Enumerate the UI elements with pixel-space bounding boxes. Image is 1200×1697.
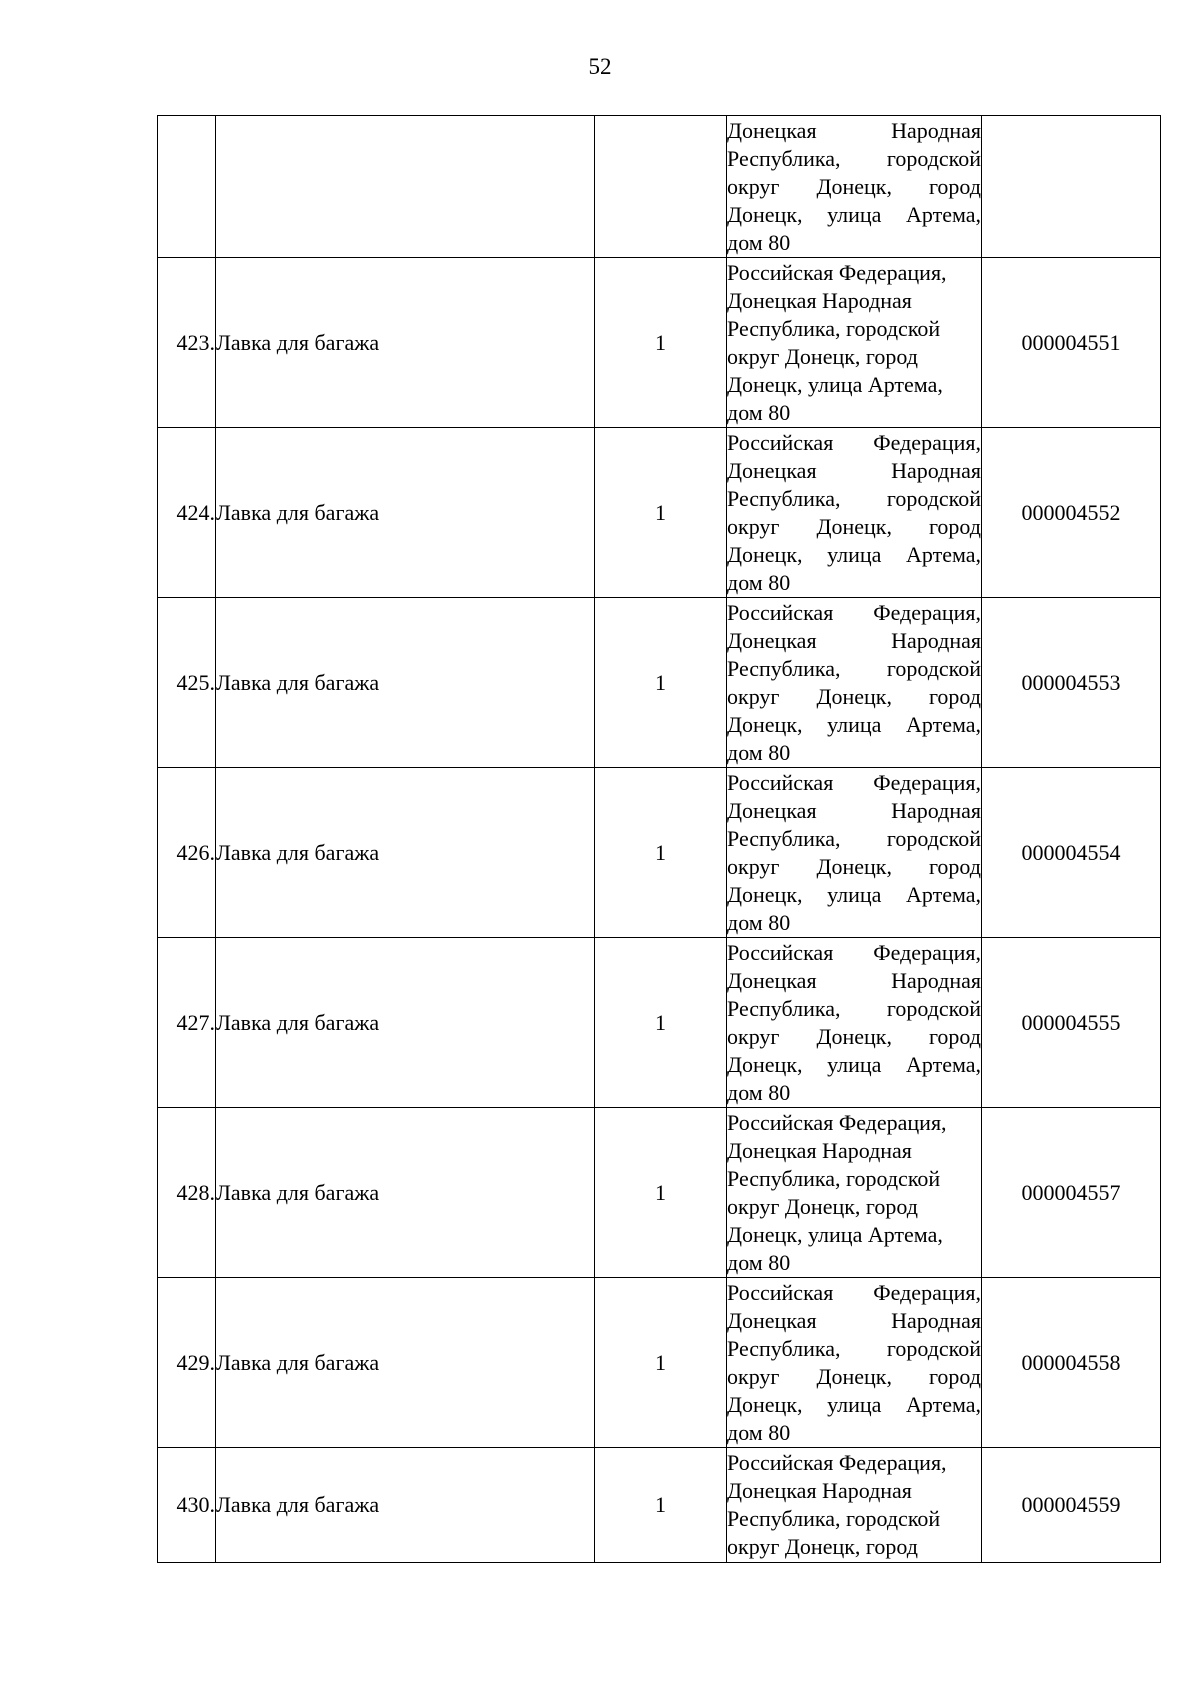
inventory-number: 000004553 (982, 598, 1161, 768)
item-address: Российская Федерация, Донецкая Народная Республика, городской округ Донецк, город Донецк, улица Артема, дом 80 (727, 428, 982, 598)
page-number: 52 (588, 54, 612, 79)
inventory-number: 000004552 (982, 428, 1161, 598)
table-row (158, 598, 1161, 768)
row-number: 426. (158, 768, 216, 938)
item-quantity: 1 (595, 1278, 727, 1448)
item-name: Лавка для багажа (216, 1108, 595, 1278)
row-number: 425. (158, 598, 216, 768)
inventory-number: 000004557 (982, 1108, 1161, 1278)
item-quantity: 1 (595, 258, 727, 428)
row-number: 424. (158, 428, 216, 598)
item-quantity: 1 (595, 768, 727, 938)
item-address: Российская Федерация, Донецкая Народная Республика, городской округ Донецк, город Донецк, улица Артема, дом 80 (727, 1108, 982, 1278)
item-quantity: 1 (595, 938, 727, 1108)
item-name: Лавка для багажа (216, 428, 595, 598)
item-quantity: 1 (595, 1108, 727, 1278)
row-number (158, 116, 216, 258)
item-address: Российская Федерация, Донецкая Народная Республика, городской округ Донецк, город Донецк, улица Артема, дом 80 (727, 598, 982, 768)
item-name: Лавка для багажа (216, 598, 595, 768)
item-name: Лавка для багажа (216, 1448, 595, 1563)
item-address: Российская Федерация, Донецкая Народная Республика, городской округ Донецк, город Донецк, улица Артема, дом 80 (727, 258, 982, 428)
row-number: 423. (158, 258, 216, 428)
table-row (158, 116, 1161, 258)
item-address: Российская Федерация, Донецкая Народная Республика, городской округ Донецк, город (727, 1448, 982, 1563)
item-quantity (595, 116, 727, 258)
property-table (157, 115, 1161, 1563)
inventory-number: 000004551 (982, 258, 1161, 428)
item-address: Российская Федерация, Донецкая Народная Республика, городской округ Донецк, город Донецк, улица Артема, дом 80 (727, 1278, 982, 1448)
table-row (158, 768, 1161, 938)
item-name: Лавка для багажа (216, 258, 595, 428)
table-row (158, 428, 1161, 598)
inventory-number (982, 116, 1161, 258)
row-number: 427. (158, 938, 216, 1108)
item-name: Лавка для багажа (216, 938, 595, 1108)
inventory-number: 000004559 (982, 1448, 1161, 1563)
item-quantity: 1 (595, 598, 727, 768)
inventory-number: 000004555 (982, 938, 1161, 1108)
table-row (158, 938, 1161, 1108)
item-name: Лавка для багажа (216, 1278, 595, 1448)
table-row (158, 258, 1161, 428)
item-quantity: 1 (595, 1448, 727, 1563)
table-row (158, 1278, 1161, 1448)
table-row (158, 1108, 1161, 1278)
item-address: Российская Федерация, Донецкая Народная Республика, городской округ Донецк, город Донецк, улица Артема, дом 80 (727, 938, 982, 1108)
item-quantity: 1 (595, 428, 727, 598)
inventory-number: 000004558 (982, 1278, 1161, 1448)
row-number: 428. (158, 1108, 216, 1278)
item-name (216, 116, 595, 258)
table-row (158, 1448, 1161, 1563)
item-address: Донецкая Народная Республика, городской округ Донецк, город Донецк, улица Артема, дом 80 (727, 116, 982, 258)
row-number: 429. (158, 1278, 216, 1448)
row-number: 430. (158, 1448, 216, 1563)
inventory-number: 000004554 (982, 768, 1161, 938)
item-name: Лавка для багажа (216, 768, 595, 938)
item-address: Российская Федерация, Донецкая Народная Республика, городской округ Донецк, город Донецк, улица Артема, дом 80 (727, 768, 982, 938)
